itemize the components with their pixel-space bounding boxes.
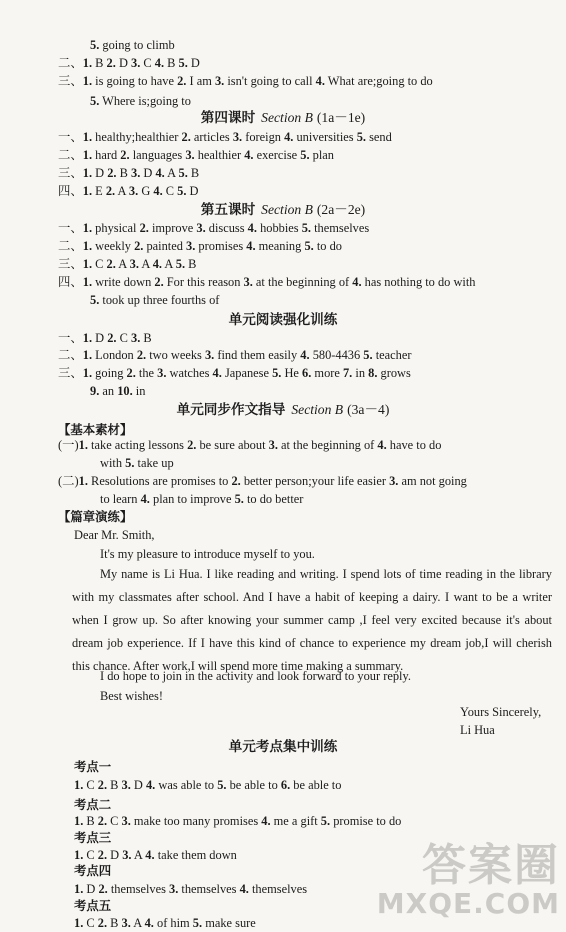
answer-text: healthier [194,148,245,162]
answer-text: A [138,257,153,271]
answer-text: B [185,257,197,271]
answer-text: B [187,166,200,180]
item-number: 3. [196,221,206,235]
answer-text: G [138,184,154,198]
answer-text: C [83,916,98,930]
section-heading-reading: 单元阅读强化训练 [228,312,338,327]
part-label: 一、 [58,331,83,345]
item-number: 6. [280,778,291,792]
answer-text: D [92,166,108,180]
item-number: 3. [121,814,131,828]
tag-point-2: 考点二 [74,798,112,812]
answer-line [74,914,256,932]
letter-closing: Best wishes! [100,689,163,703]
item-number: 1. [74,814,84,828]
answer-text: exercise [253,148,301,162]
answer-text: of him [153,916,193,930]
answer-text: plan [309,148,334,162]
answer-text: B [164,56,179,70]
item-number: 2. [105,184,116,198]
answer-text: better person;your life easier [240,474,390,488]
letter-paragraph-2: My name is Li Hua. I like reading and writing. I spend lots of time reading in the library with my classmates after school. And I have a habit of keeping a dairy. I want to be a writer when I grow up. So after knowing your summer camp ,I feel very excited because it's about dream job experience. If I have this kind of chance to experience my dream job,I will cherish this chance. After work,I will spend more time making a summary. [72,567,552,673]
tag-point-4: 考点四 [74,864,112,878]
answer-line [58,346,411,364]
answer-text: B [83,814,98,828]
answer-text: C [92,257,107,271]
item-number: 4. [212,366,222,380]
item-number: 5. [177,184,187,198]
answer-line [58,72,433,90]
item-number: 1. [74,916,84,930]
item-number: 3. [157,366,167,380]
answer-text: be able to [226,778,281,792]
answer-text: an [99,384,118,398]
part-label: (二) [58,474,79,488]
watermark-cn-text: 答案圈 [422,840,560,891]
answer-text: themselves [311,221,370,235]
item-number: 4. [144,916,154,930]
answer-text: He [281,366,303,380]
item-number: 2. [107,166,117,180]
item-number: 1. [82,257,93,271]
tag-point-1: 考点一 [74,760,112,774]
item-number: 2. [154,275,164,289]
answer-line [58,472,467,490]
answer-text: themselves [248,882,308,896]
section-heading-writing: 单元同步作文指导 Section B (3a－4) [176,402,390,417]
answer-text: 580-4436 [309,348,364,362]
answer-text: send [366,130,392,144]
watermark-en-text: MXQE.COM [376,887,560,920]
item-number: 6. [302,366,312,380]
answer-text: A [115,184,129,198]
answer-text: find them easily [214,348,301,362]
answer-text: take acting lessons [87,438,188,452]
item-number: 4. [140,492,150,506]
answer-text: hard [92,148,121,162]
answer-text: watches [166,366,213,380]
answer-text: hobbies [256,221,302,235]
answer-line [100,454,174,472]
answer-line [58,255,196,273]
item-number: 5. [90,38,100,52]
answer-text: write down [92,275,155,289]
answer-text: meaning [255,239,305,253]
section-heading-focus: 单元考点集中训练 [228,739,338,754]
item-number: 2. [97,848,108,862]
item-number: 1. [82,366,93,380]
item-number: 3. [129,257,139,271]
answer-text: C [107,814,122,828]
part-label: 二、 [58,239,83,253]
answer-line [58,219,369,237]
item-number: 3. [131,331,141,345]
answer-text: D [130,778,146,792]
item-number: 1. [82,239,93,253]
answer-text: to do [313,239,342,253]
answer-text: themselves [178,882,240,896]
answer-text: take up [134,456,174,470]
item-number: 2. [120,148,130,162]
answer-text: C [140,56,155,70]
item-number: 3. [268,438,278,452]
answer-text: A [131,848,146,862]
letter-greeting: Dear Mr. Smith, [74,528,155,542]
answer-text: B [116,166,131,180]
item-number: 5. [125,456,135,470]
answer-text: I am [186,74,215,88]
item-number: 2. [134,239,144,253]
item-number: 3. [121,778,131,792]
item-number: 2. [139,221,149,235]
item-number: 5. [300,148,310,162]
answer-text: promise to do [330,814,402,828]
part-label: 二、 [58,148,83,162]
letter-sign-off: Yours Sincerely, [460,705,542,719]
answer-text: promises [195,239,247,253]
answer-line [90,36,175,54]
answer-text: has nothing to do with [361,275,476,289]
item-number: 3. [243,275,253,289]
answer-text: the [135,366,158,380]
item-number: 3. [169,882,179,896]
item-number: 3. [204,348,215,362]
part-label: 三、 [58,166,83,180]
item-number: 3. [131,166,141,180]
item-number: 2. [98,882,108,896]
tag-passage-practice: 【篇章演练】 [58,510,133,524]
answer-text: C [83,848,98,862]
item-number: 3. [121,916,131,930]
item-number: 5. [175,257,186,271]
answer-text: be sure about [196,438,269,452]
answer-text: D [92,331,108,345]
answer-line [58,329,152,347]
answer-text: make too many promises [130,814,262,828]
item-number: 2. [177,74,187,88]
answer-line [58,54,200,72]
answer-text: universities [293,130,357,144]
answer-text: was able to [155,778,218,792]
item-number: 7. [342,366,353,380]
item-number: 5. [178,166,188,180]
answer-text: going [92,366,127,380]
answer-text: me a gift [270,814,321,828]
answer-text: D [115,56,131,70]
answer-text: painted [143,239,187,253]
tag-basic-material: 【基本素材】 [58,423,133,437]
answer-text: C [116,331,131,345]
answer-text: B [107,778,122,792]
item-number: 1. [82,148,93,162]
item-number: 1. [74,778,84,792]
answer-text: B [92,56,107,70]
item-number: 5. [301,221,312,235]
answer-text: healthy;healthier [92,130,182,144]
answer-text: D [140,166,156,180]
answer-text: D [186,184,199,198]
item-number: 2. [106,257,116,271]
item-number: 5. [272,366,282,380]
part-label: 四、 [58,184,83,198]
item-number: 4. [155,166,165,180]
answer-text: make sure [202,916,256,930]
answer-text: B [140,331,152,345]
answer-line [58,128,392,146]
item-number: 5. [90,94,100,108]
answer-line [58,146,334,164]
item-number: 4. [239,882,249,896]
item-number: 10. [117,384,133,398]
item-number: 5. [356,130,367,144]
answer-line [58,364,411,382]
answer-text: D [187,56,200,70]
item-number: 3. [389,474,399,488]
answer-text: at the beginning of [277,438,378,452]
answer-text: articles [190,130,233,144]
item-number: 4. [154,56,165,70]
item-number: 4. [300,348,310,362]
answer-text: isn't going to call [224,74,316,88]
answer-text: A [130,916,145,930]
answer-text: to learn [100,492,141,506]
answer-text: weekly [92,239,135,253]
answer-text: themselves [107,882,170,896]
item-number: 3. [122,848,132,862]
answer-text: have to do [386,438,442,452]
answer-line [74,776,341,794]
item-number: 5. [234,492,244,506]
part-label: 二、 [58,56,83,70]
item-number: 3. [128,184,139,198]
answer-line [90,382,145,400]
answer-text: C [162,184,178,198]
answer-line [100,490,303,508]
answer-text: For this reason [163,275,244,289]
answer-text: at the beginning of [252,275,353,289]
item-number: 8. [368,366,378,380]
item-number: 3. [186,239,196,253]
answer-text: D [83,882,99,896]
item-number: 4. [315,74,325,88]
item-number: 5. [320,814,331,828]
answer-text: in [132,384,146,398]
answer-text: B [107,916,122,930]
part-label: 三、 [58,257,83,271]
answer-line [74,812,401,830]
item-number: 1. [82,331,93,345]
item-number: 4. [244,148,254,162]
part-label: 二、 [58,348,83,362]
item-number: 1. [82,56,93,70]
item-number: 1. [82,275,93,289]
item-number: 5. [90,293,100,307]
answer-text: grows [377,366,411,380]
answer-text: took up three fourths of [99,293,220,307]
tag-point-3: 考点三 [74,831,112,845]
item-number: 2. [181,130,191,144]
answer-text: am not going [398,474,467,488]
answer-line [90,291,219,309]
answer-line [58,182,198,200]
item-number: 1. [74,882,84,896]
answer-text: physical [92,221,140,235]
answer-text: Where is;going to [99,94,191,108]
item-number: 4. [145,778,156,792]
item-number: 2. [97,778,108,792]
item-number: 4. [152,257,162,271]
section-heading-lesson5: 第五课时 Section B (2a－2e) [200,202,366,217]
part-label: (一) [58,438,79,452]
answer-text: is going to have [92,74,178,88]
answer-text: take them down [154,848,237,862]
answer-line [58,237,342,255]
item-number: 4. [352,275,362,289]
tag-point-5: 考点五 [74,899,112,913]
item-number: 1. [78,474,88,488]
item-number: 4. [377,438,387,452]
answer-text: A [115,257,130,271]
answer-text: in [352,366,369,380]
letter-signature: Li Hua [460,723,495,737]
item-number: 5. [304,239,314,253]
item-number: 3. [131,56,141,70]
answer-text: discuss [205,221,248,235]
answer-text: going to climb [99,38,175,52]
item-number: 1. [74,848,84,862]
item-number: 4. [145,848,155,862]
item-number: 4. [246,239,256,253]
item-number: 2. [106,56,116,70]
answer-line [58,273,476,291]
answer-text: two weeks [146,348,205,362]
item-number: 2. [126,366,136,380]
item-number: 3. [214,74,225,88]
item-number: 5. [192,916,203,930]
item-number: 9. [90,384,100,398]
answer-text: be able to [290,778,342,792]
item-number: 5. [217,778,227,792]
letter-paragraph-1: It's my pleasure to introduce myself to you. [100,547,315,561]
item-number: 4. [284,130,294,144]
answer-text: Japanese [221,366,273,380]
answer-text: A [162,257,176,271]
item-number: 1. [82,221,93,235]
item-number: 2. [97,916,108,930]
answer-text: more [311,366,343,380]
item-number: 2. [136,348,147,362]
answer-text: plan to improve [149,492,235,506]
part-label: 四、 [58,275,83,289]
item-number: 1. [82,74,93,88]
part-label: 一、 [58,130,83,144]
part-label: 一、 [58,221,83,235]
part-label: 三、 [58,366,83,380]
answer-text: Resolutions are promises to [87,474,232,488]
item-number: 4. [261,814,271,828]
item-number: 4. [247,221,257,235]
item-number: 2. [107,331,117,345]
answer-text: foreign [242,130,285,144]
answer-line [74,880,307,898]
item-number: 1. [82,130,93,144]
answer-text: London [92,348,137,362]
answer-text: improve [148,221,197,235]
site-watermark-logo [376,840,560,920]
answer-text: What are;going to do [324,74,433,88]
answer-text: teacher [372,348,412,362]
item-number: 1. [78,438,88,452]
item-number: 2. [231,474,241,488]
item-number: 3. [232,130,243,144]
item-number: 3. [185,148,195,162]
answer-text: with [100,456,126,470]
answer-text: A [164,166,179,180]
answer-text: to do better [243,492,304,506]
item-number: 5. [178,56,188,70]
part-label: 三、 [58,74,83,88]
letter-paragraph-3: I do hope to join in the activity and look forward to your reply. [100,669,411,683]
section-heading-lesson4: 第四课时 Section B (1a－1e) [200,110,366,125]
answer-line [58,164,199,182]
item-number: 1. [82,348,93,362]
item-number: 2. [97,814,108,828]
item-number: 1. [82,166,93,180]
answer-text: E [92,184,106,198]
item-number: 5. [363,348,373,362]
answer-text: languages [129,148,186,162]
answer-text: D [107,848,123,862]
item-number: 1. [82,184,93,198]
item-number: 2. [187,438,197,452]
item-number: 4. [153,184,163,198]
answer-text: C [83,778,98,792]
